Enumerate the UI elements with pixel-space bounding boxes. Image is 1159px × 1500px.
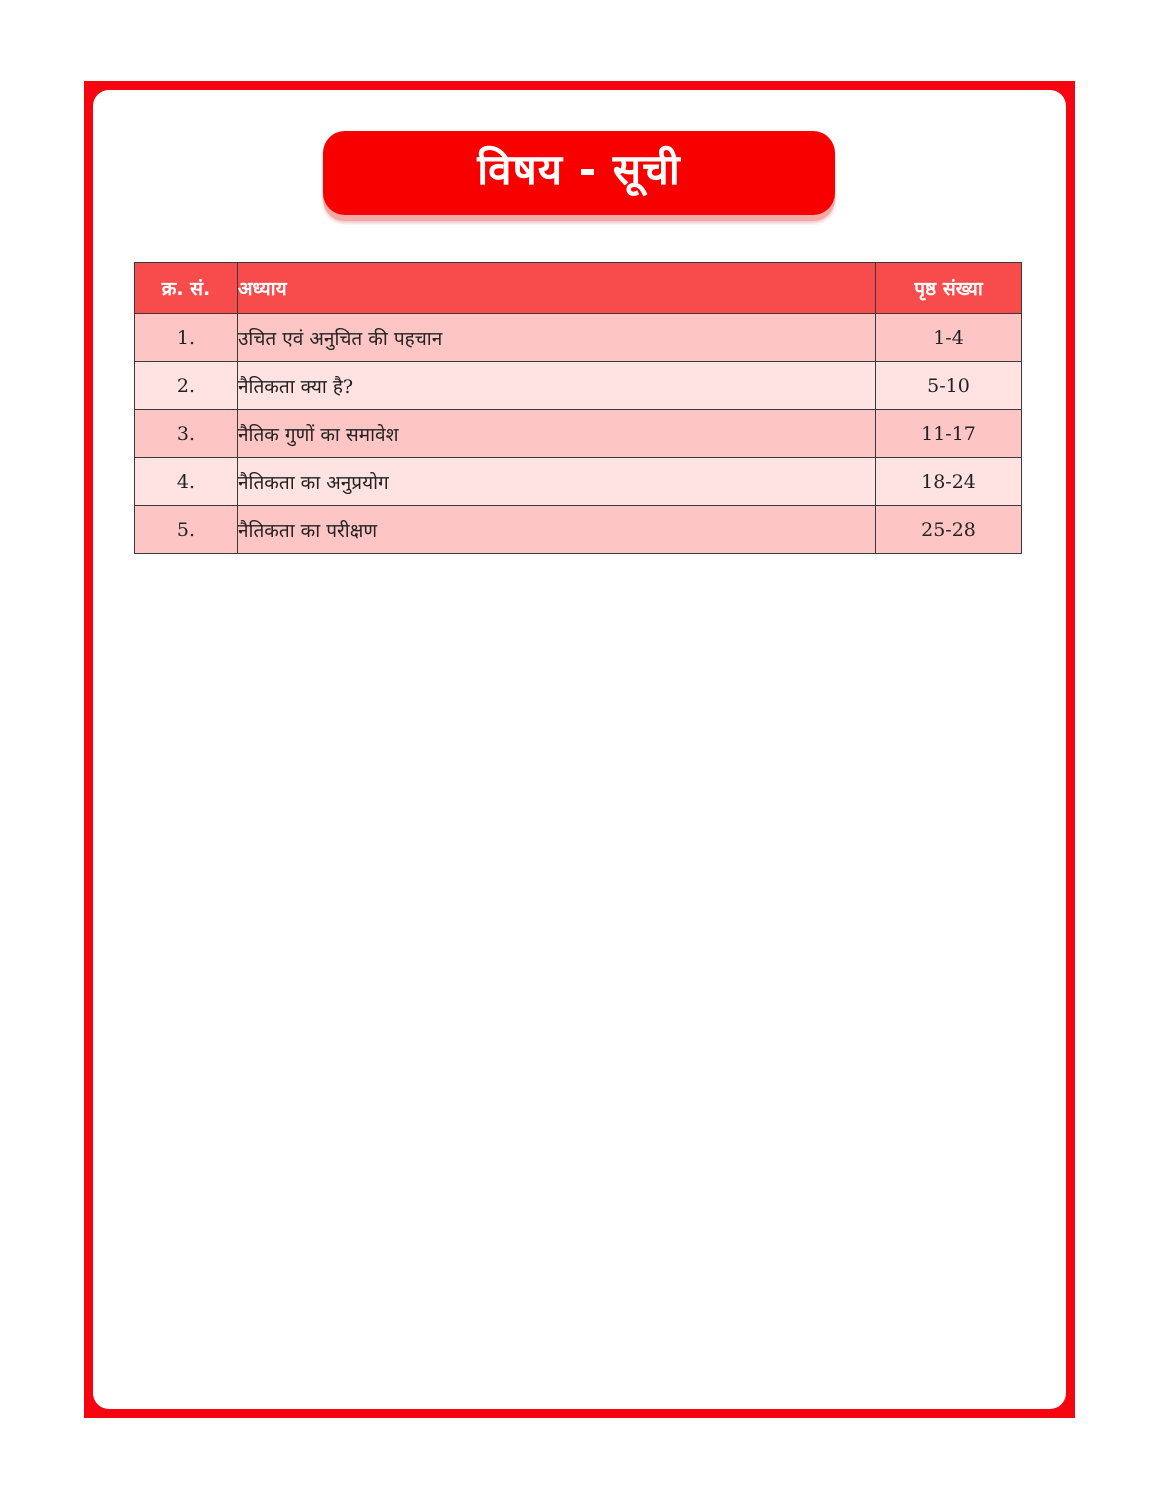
row-serial-number: 1. <box>135 314 238 362</box>
header-serial-number: क्र. सं. <box>135 263 238 314</box>
table-row[interactable] <box>135 314 1022 362</box>
table-row[interactable] <box>135 410 1022 458</box>
table-row[interactable] <box>135 506 1022 554</box>
row-serial-number: 5. <box>135 506 238 554</box>
title-banner <box>323 131 835 215</box>
page-title: विषय - सूची <box>477 144 681 194</box>
row-page-range: 5-10 <box>876 362 1022 410</box>
table-row[interactable] <box>135 458 1022 506</box>
row-page-range: 1-4 <box>876 314 1022 362</box>
table-of-contents <box>134 262 1022 554</box>
row-chapter-title[interactable]: नैतिक गुणों का समावेश <box>238 410 876 458</box>
header-chapter: अध्याय <box>238 263 876 314</box>
row-serial-number: 2. <box>135 362 238 410</box>
row-serial-number: 4. <box>135 458 238 506</box>
row-chapter-title[interactable]: नैतिकता क्या है? <box>238 362 876 410</box>
table-header-row <box>135 263 1022 314</box>
row-chapter-title[interactable]: नैतिकता का परीक्षण <box>238 506 876 554</box>
row-page-range: 11-17 <box>876 410 1022 458</box>
header-page-number: पृष्ठ संख्या <box>876 263 1022 314</box>
row-page-range: 18-24 <box>876 458 1022 506</box>
row-page-range: 25-28 <box>876 506 1022 554</box>
row-serial-number: 3. <box>135 410 238 458</box>
table-row[interactable] <box>135 362 1022 410</box>
row-chapter-title[interactable]: उचित एवं अनुचित की पहचान <box>238 314 876 362</box>
row-chapter-title[interactable]: नैतिकता का अनुप्रयोग <box>238 458 876 506</box>
